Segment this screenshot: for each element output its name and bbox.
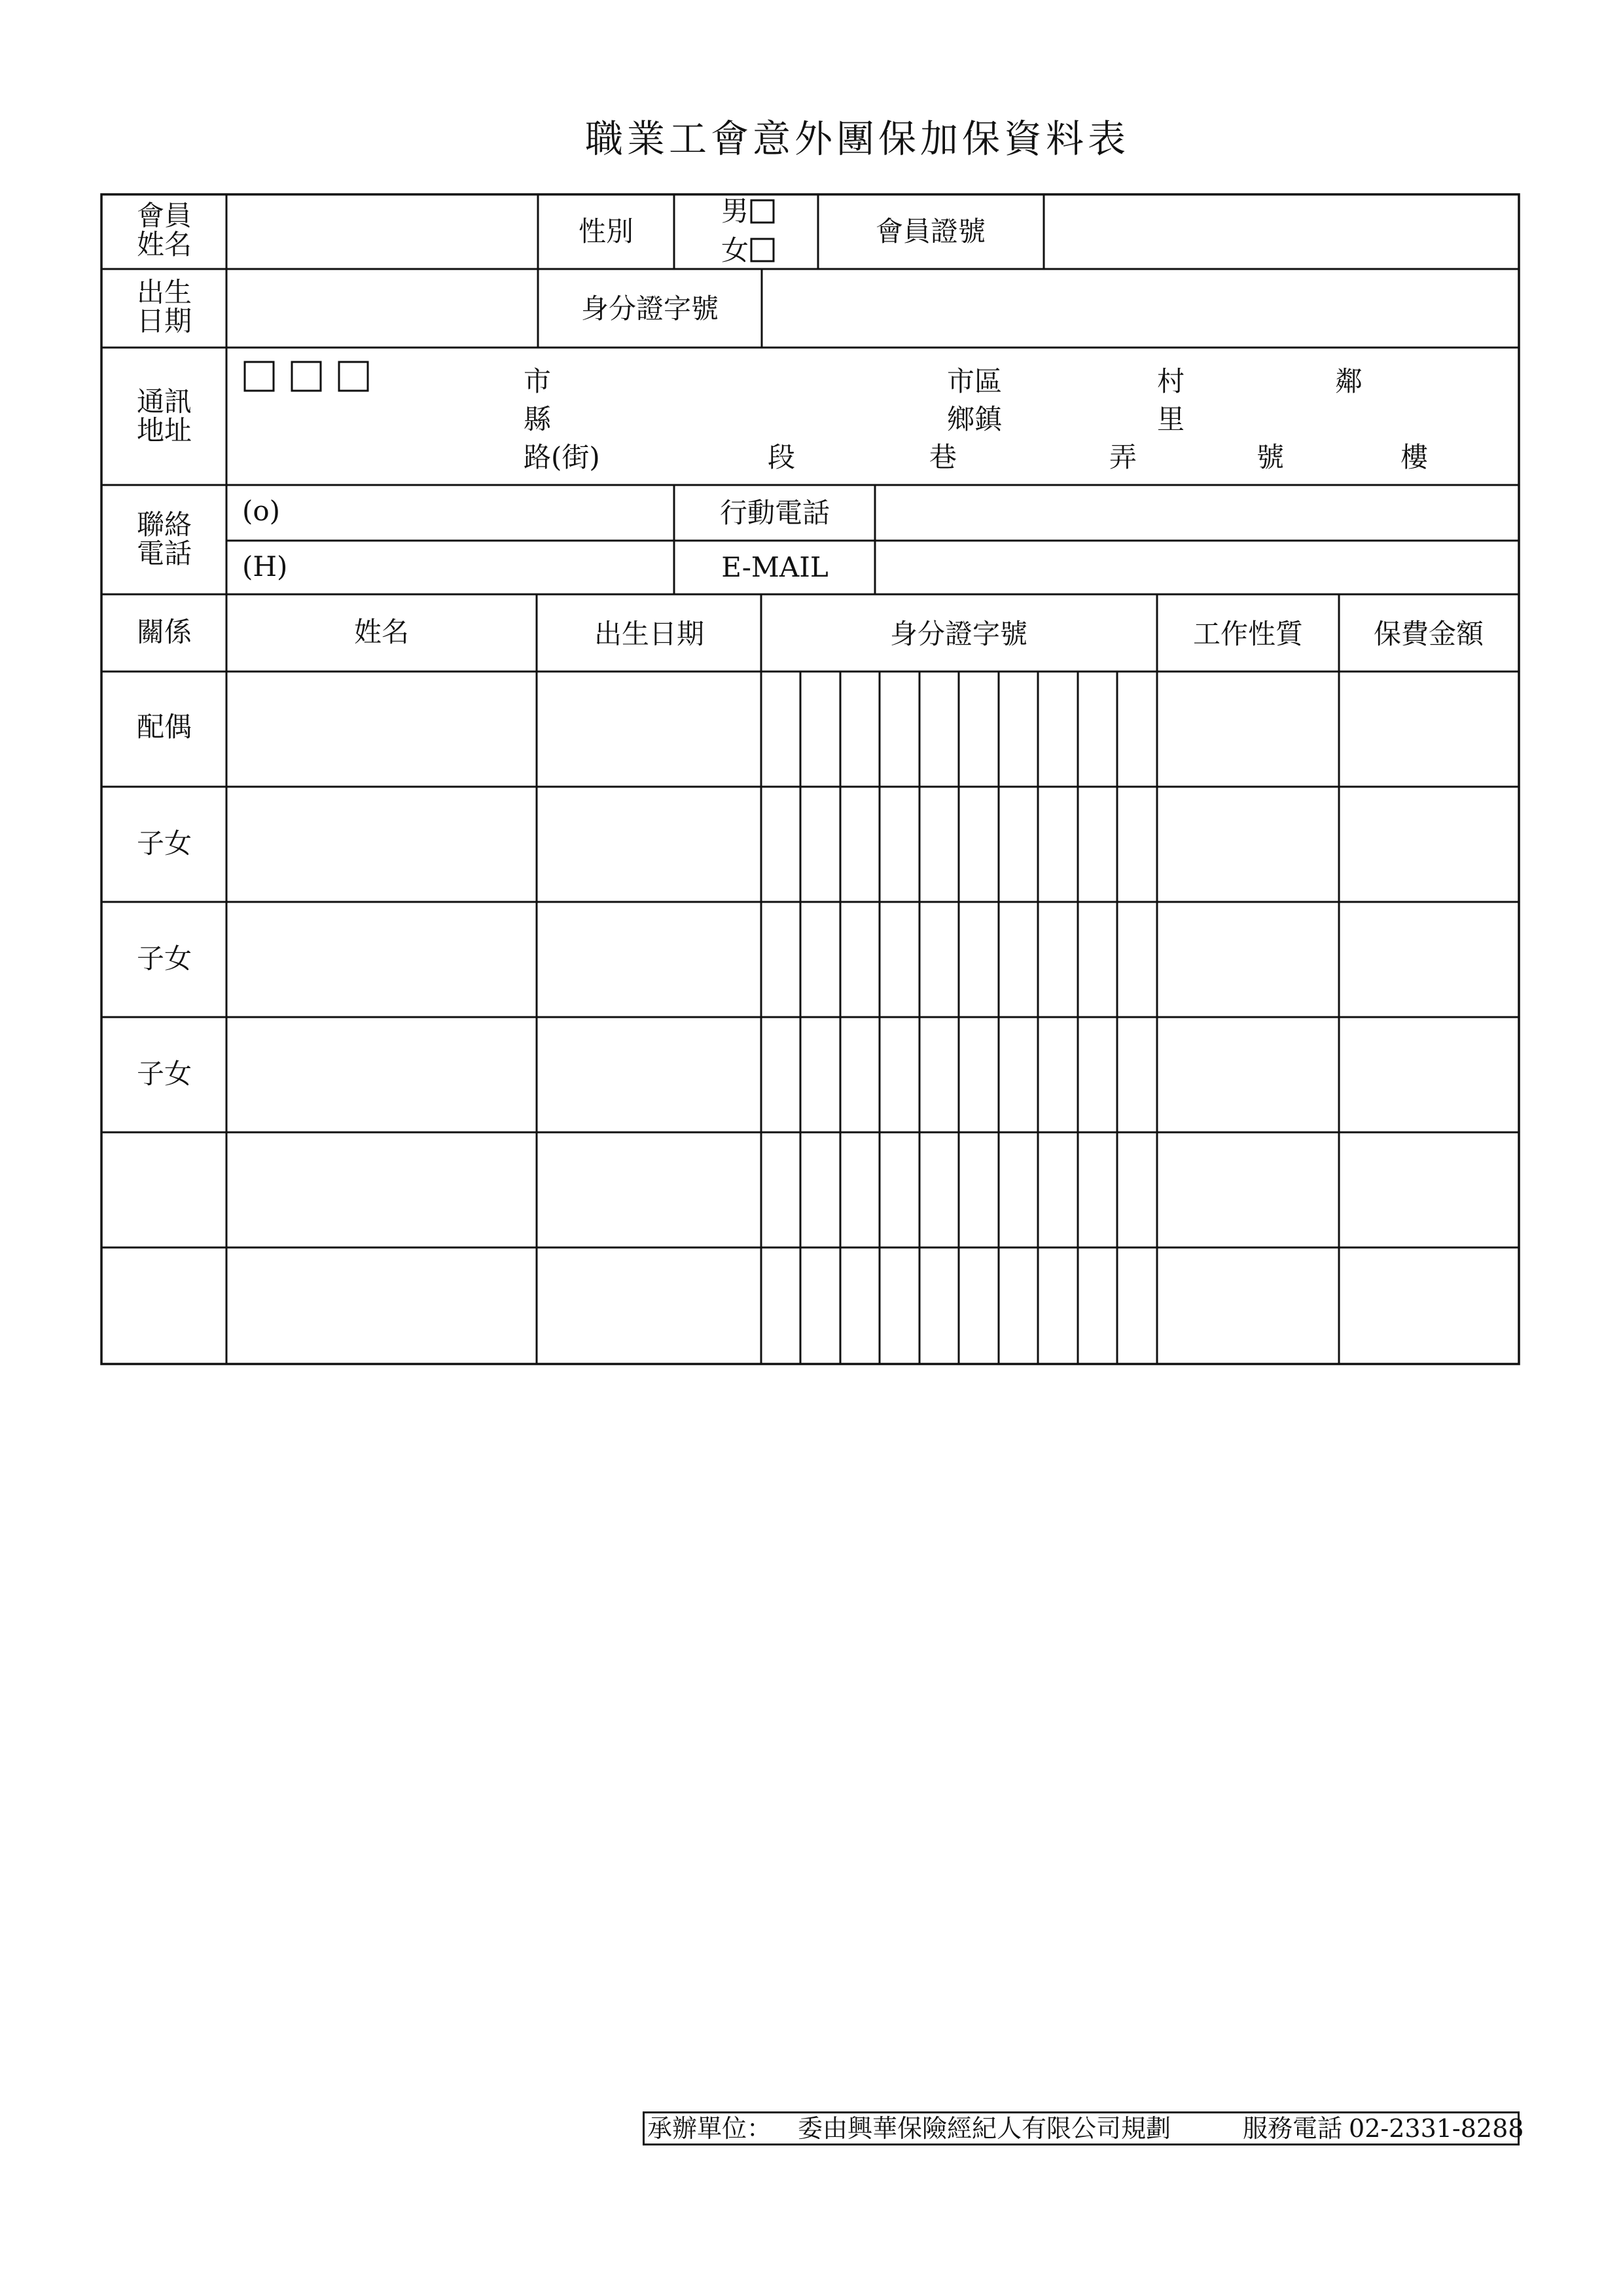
address-road: 路(街) (524, 441, 600, 473)
address-neighborhood: 鄰 (1335, 365, 1363, 397)
header-name: 姓名 (353, 616, 410, 648)
gender-female-label: 女 (721, 234, 749, 266)
member-id-label: 會員證號 (875, 215, 986, 247)
form-title: 職業工會意外團保加保資料表 (584, 117, 1130, 161)
address-city: 市 (524, 365, 552, 397)
email-label: E-MAIL (721, 551, 829, 583)
row-relationship-child-2: 子女 (136, 942, 192, 975)
gender-female-checkbox[interactable] (751, 239, 774, 261)
footer-organizer-label: 承辦單位： (647, 2114, 772, 2143)
address-li: 里 (1157, 403, 1185, 435)
gender-male-checkbox[interactable] (751, 200, 774, 223)
mobile-phone-label: 行動電話 (719, 497, 830, 529)
footer-phone-label: 服務電話 (1243, 2114, 1343, 2143)
header-national-id: 身分證字號 (889, 618, 1028, 650)
address-checkbox-3[interactable] (339, 362, 368, 391)
address-section: 段 (768, 441, 796, 473)
member-name-label: 會員 姓名 (136, 200, 192, 260)
footer-box (643, 2111, 1524, 2145)
address-floor: 樓 (1400, 441, 1429, 473)
address-district: 市區 (947, 365, 1003, 397)
footer-phone: 02-2331-8288 (1349, 2114, 1524, 2143)
address-county: 縣 (524, 403, 552, 435)
header-premium: 保費金額 (1373, 618, 1484, 650)
birth-date-label: 出生 日期 (136, 276, 192, 337)
national-id-label: 身分證字號 (580, 293, 719, 325)
address-number: 號 (1257, 441, 1285, 473)
header-relationship: 關係 (136, 616, 192, 648)
contact-phone-label: 聯絡 電話 (136, 509, 192, 569)
address-township: 鄉鎮 (947, 403, 1003, 435)
header-birth-date: 出生日期 (594, 618, 705, 650)
address-village: 村 (1157, 365, 1185, 397)
header-job-type: 工作性質 (1192, 618, 1304, 650)
home-phone-label: (H) (242, 550, 288, 583)
address-label: 通訊 地址 (136, 386, 192, 446)
address-checkbox-2[interactable] (292, 362, 321, 391)
address-lane: 巷 (929, 441, 957, 473)
row-relationship-child-3: 子女 (136, 1058, 192, 1090)
row-relationship-child-1: 子女 (136, 827, 192, 859)
gender-male-label: 男 (721, 195, 749, 227)
gender-label: 性別 (578, 215, 634, 247)
office-phone-label: (o) (242, 495, 281, 527)
address-checkbox-1[interactable] (245, 362, 274, 391)
row-relationship-spouse: 配偶 (136, 711, 192, 743)
footer-organizer: 委由興華保險經紀人有限公司規劃 (798, 2114, 1171, 2143)
address-alley: 弄 (1109, 441, 1137, 473)
